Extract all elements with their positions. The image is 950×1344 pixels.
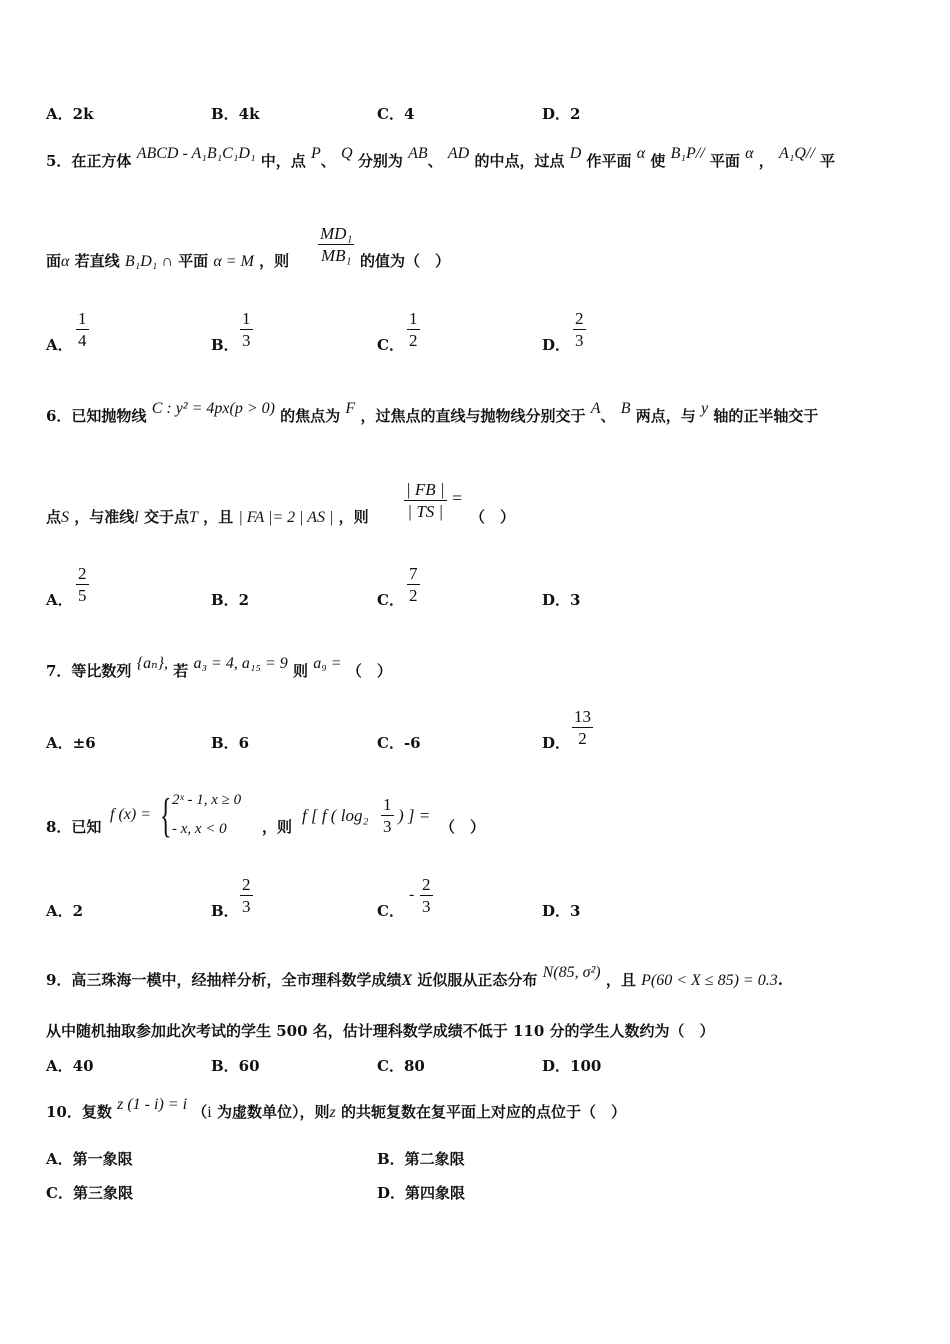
q5-option-c-fraction: $\frac{1}{2}$	[409, 309, 418, 350]
q6-ratio-fraction: $\frac{| FB |}{| TS |}$	[406, 480, 445, 521]
q5-line2: 面α 若直线 B₁D₁ ∩ 平面 α = M ，则	[46, 252, 290, 270]
q9-option-a: A．40	[46, 1057, 94, 1075]
q9-line1: 9．高三珠海一模中，经抽样分析，全市理科数学成绩X 近似服从正态分布 N(85, σ²) ，且 P(60 < X ≤ 85) = 0.3.	[46, 964, 783, 989]
q8-expression-end: ) ] =	[398, 806, 431, 825]
q8-brace: {	[160, 789, 172, 842]
q8-option-b: B．	[211, 902, 239, 920]
q8-option-c-fraction: $\frac{2}{3}$	[422, 875, 431, 916]
q5-option-d-fraction: $\frac{2}{3}$	[575, 309, 584, 350]
q6-option-d: D．3	[542, 591, 581, 609]
q5-line1: 5．在正方体 ABCD - A₁B₁C₁D₁ 中，点 P、 Q 分别为 AB、 AD 的中点，过点 D 作平面 α 使 B₁P// 平面 α ， A₁Q// 平	[46, 145, 836, 170]
q8-option-c-sign: -	[409, 886, 415, 903]
q8-option-b-fraction: $\frac{2}{3}$	[242, 875, 251, 916]
q10-option-c: C．第三象限	[46, 1184, 133, 1202]
q8-case2: - x, x < 0	[172, 821, 227, 837]
q7-option-a: A．±6	[46, 734, 96, 752]
q5-ratio-fraction: $\frac{\text{MD₁}}{\text{MB₁}}$	[320, 224, 353, 265]
q7-option-d: D．	[542, 734, 571, 752]
q6-option-b: B．2	[211, 591, 250, 609]
q6-line2: 点S ，与准线l 交于点T ，且 | FA |= 2 | AS | ，则	[46, 508, 369, 526]
q9-option-b: B．60	[211, 1057, 260, 1075]
q7-option-b: B．6	[211, 734, 250, 752]
q10-option-a: A．第一象限	[46, 1150, 133, 1168]
q5-answer-prompt: 的值为（ ）	[360, 252, 451, 270]
q6-equals: =	[452, 488, 463, 508]
q8-function-name: f (x) =	[110, 806, 151, 823]
q6-option-a-fraction: $\frac{2}{5}$	[78, 564, 87, 605]
q5-option-a: A．	[46, 336, 73, 354]
q4-option-b: B．4k	[211, 105, 260, 123]
q9-option-d: D．100	[542, 1057, 602, 1075]
q7-option-c: C．-6	[377, 734, 421, 752]
q8-log-fraction: $\frac{1}{3}$	[383, 795, 392, 836]
q10-line1: 10．复数 z (1 - i) = i （i 为虚数单位），则z 的共轭复数在复平面上对应的点位于（ ）	[46, 1096, 626, 1121]
q5-option-b: B．	[211, 336, 239, 354]
q8-answer-prompt: （ ）	[440, 818, 486, 836]
q6-line1: 6．已知抛物线 C : y² = 4px(p > 0) 的焦点为 F ，过焦点的直线与抛物线分别交于 A、 B 两点，与 y 轴的正半轴交于	[46, 400, 819, 425]
q6-option-a: A．	[46, 591, 73, 609]
q5-option-a-fraction: $\frac{1}{4}$	[78, 309, 87, 350]
q8-option-c: C．	[377, 902, 404, 920]
q8-then: ，则	[262, 818, 293, 836]
q10-option-b: B．第二象限	[377, 1150, 465, 1168]
q6-answer-prompt: （ ）	[470, 508, 516, 526]
q4-option-a: A．2k	[46, 105, 94, 123]
q4-option-c: C．4	[377, 105, 415, 123]
q7-line1: 7．等比数列 {aₙ}, 若 a₃ = 4, a₁₅ = 9 则 a₉ = （ ）	[46, 655, 392, 680]
q7-option-d-fraction: $\frac{13}{2}$	[574, 707, 591, 748]
q8-option-a: A．2	[46, 902, 84, 920]
q6-option-c: C．	[377, 591, 404, 609]
q8-option-d: D．3	[542, 902, 581, 920]
q9-option-c: C．80	[377, 1057, 425, 1075]
q5-option-c: C．	[377, 336, 404, 354]
q10-option-d: D．第四象限	[377, 1184, 466, 1202]
q8-line1-label: 8．已知	[46, 818, 102, 836]
q4-option-d: D．2	[542, 105, 581, 123]
q5-option-b-fraction: $\frac{1}{3}$	[242, 309, 251, 350]
q6-option-c-fraction: $\frac{7}{2}$	[409, 564, 418, 605]
q8-expression: f [ f ( log₂	[302, 806, 369, 825]
q5-option-d: D．	[542, 336, 571, 354]
q9-line2: 从中随机抽取参加此次考试的学生 500 名，估计理科数学成绩不低于 110 分的学生人数约为（ ）	[46, 1022, 715, 1040]
q8-case1: 2ˣ - 1, x ≥ 0	[172, 792, 242, 808]
